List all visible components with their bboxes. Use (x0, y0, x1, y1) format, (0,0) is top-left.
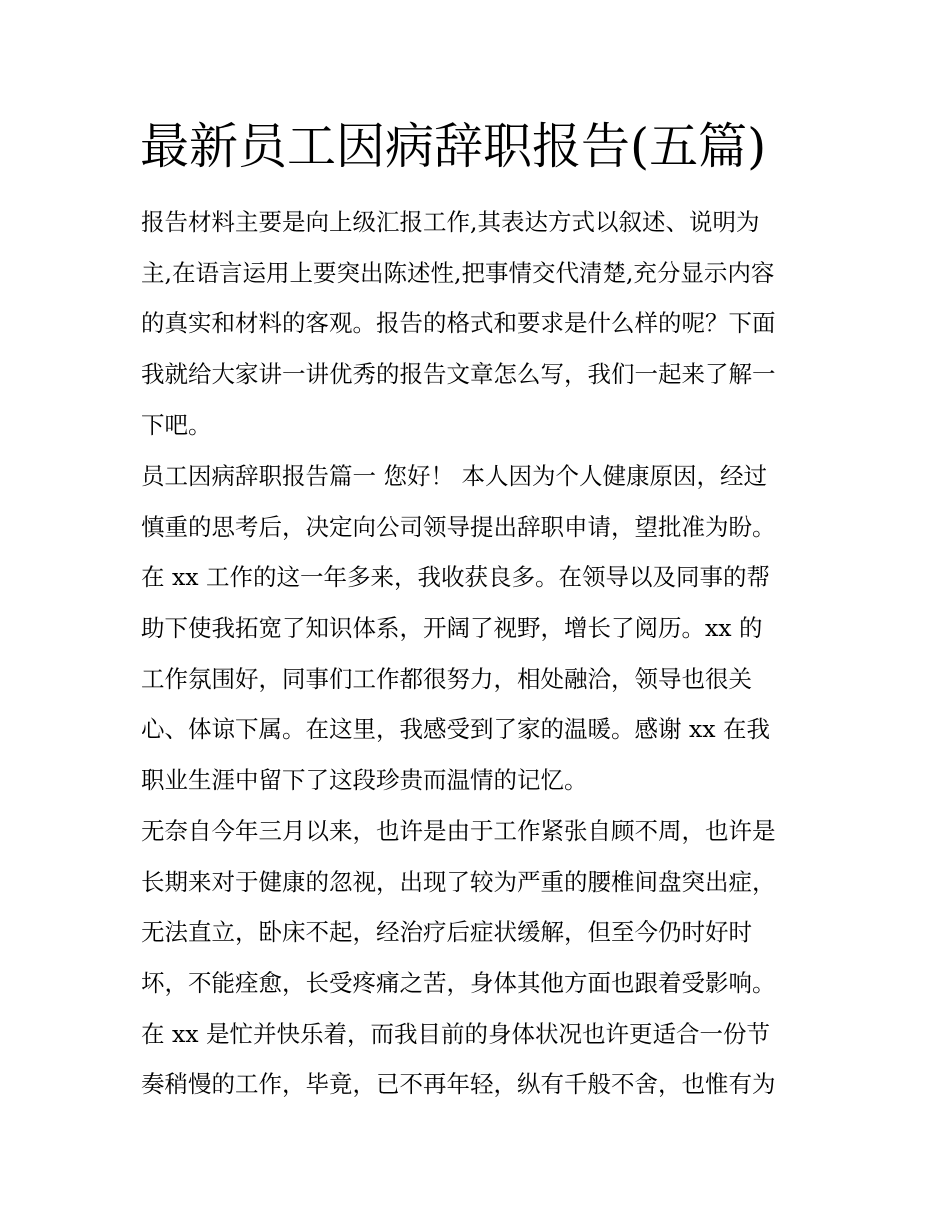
text-line: 奏稍慢的工作，毕竟，已不再年轻，纵有千般不舍，也惟有为 (141, 1070, 776, 1099)
text-line: 我就给大家讲一讲优秀的报告文章怎么写，我们一起来了解一 (141, 360, 776, 389)
text-line: 慎重的思考后，决定向公司领导提出辞职申请，望批准为盼。 (141, 512, 776, 541)
text-line: 心、体谅下属。在这里，我感受到了家的温暖。感谢 xx 在我 (141, 715, 770, 744)
text-line: 工作氛围好，同事们工作都很努力，相处融洽，领导也很关 (141, 664, 752, 693)
document-title: 最新员工因病辞职报告(五篇) (140, 118, 767, 175)
intro-paragraph (141, 197, 813, 450)
text-line: 在 xx 工作的这一年多来，我收获良多。在领导以及同事的帮 (141, 563, 770, 592)
text-line: 的真实和材料的客观。报告的格式和要求是什么样的呢？下面 (141, 309, 776, 338)
text-line: 无奈自今年三月以来，也许是由于工作紧张自顾不周，也许是 (141, 817, 776, 845)
text-line: 无法直立，卧床不起，经治疗后症状缓解，但至今仍时好时 (141, 918, 752, 947)
text-line: 员工因病辞职报告篇一 您好！ 本人因为个人健康原因，经过 (141, 462, 767, 490)
text-line: 主,在语言运用上要突出陈述性,把事情交代清楚,充分显示内容 (141, 258, 775, 287)
text-line: 长期来对于健康的忽视，出现了较为严重的腰椎间盘突出症， (141, 867, 776, 896)
health-reason-paragraph (141, 806, 813, 1110)
text-line: 坏，不能痊愈，长受疼痛之苦，身体其他方面也跟着受影响。 (141, 969, 776, 998)
section-one-paragraph (141, 451, 813, 806)
text-line: 在 xx 是忙并快乐着，而我目前的身体状况也许更适合一份节 (141, 1019, 770, 1048)
text-line: 报告材料主要是向上级汇报工作,其表达方式以叙述、说明为 (141, 208, 760, 236)
text-line: 职业生涯中留下了这段珍贵而温情的记忆。 (141, 766, 588, 795)
text-line: 下吧。 (141, 410, 212, 439)
text-line: 助下使我拓宽了知识体系，开阔了视野，增长了阅历。xx 的 (141, 614, 763, 643)
